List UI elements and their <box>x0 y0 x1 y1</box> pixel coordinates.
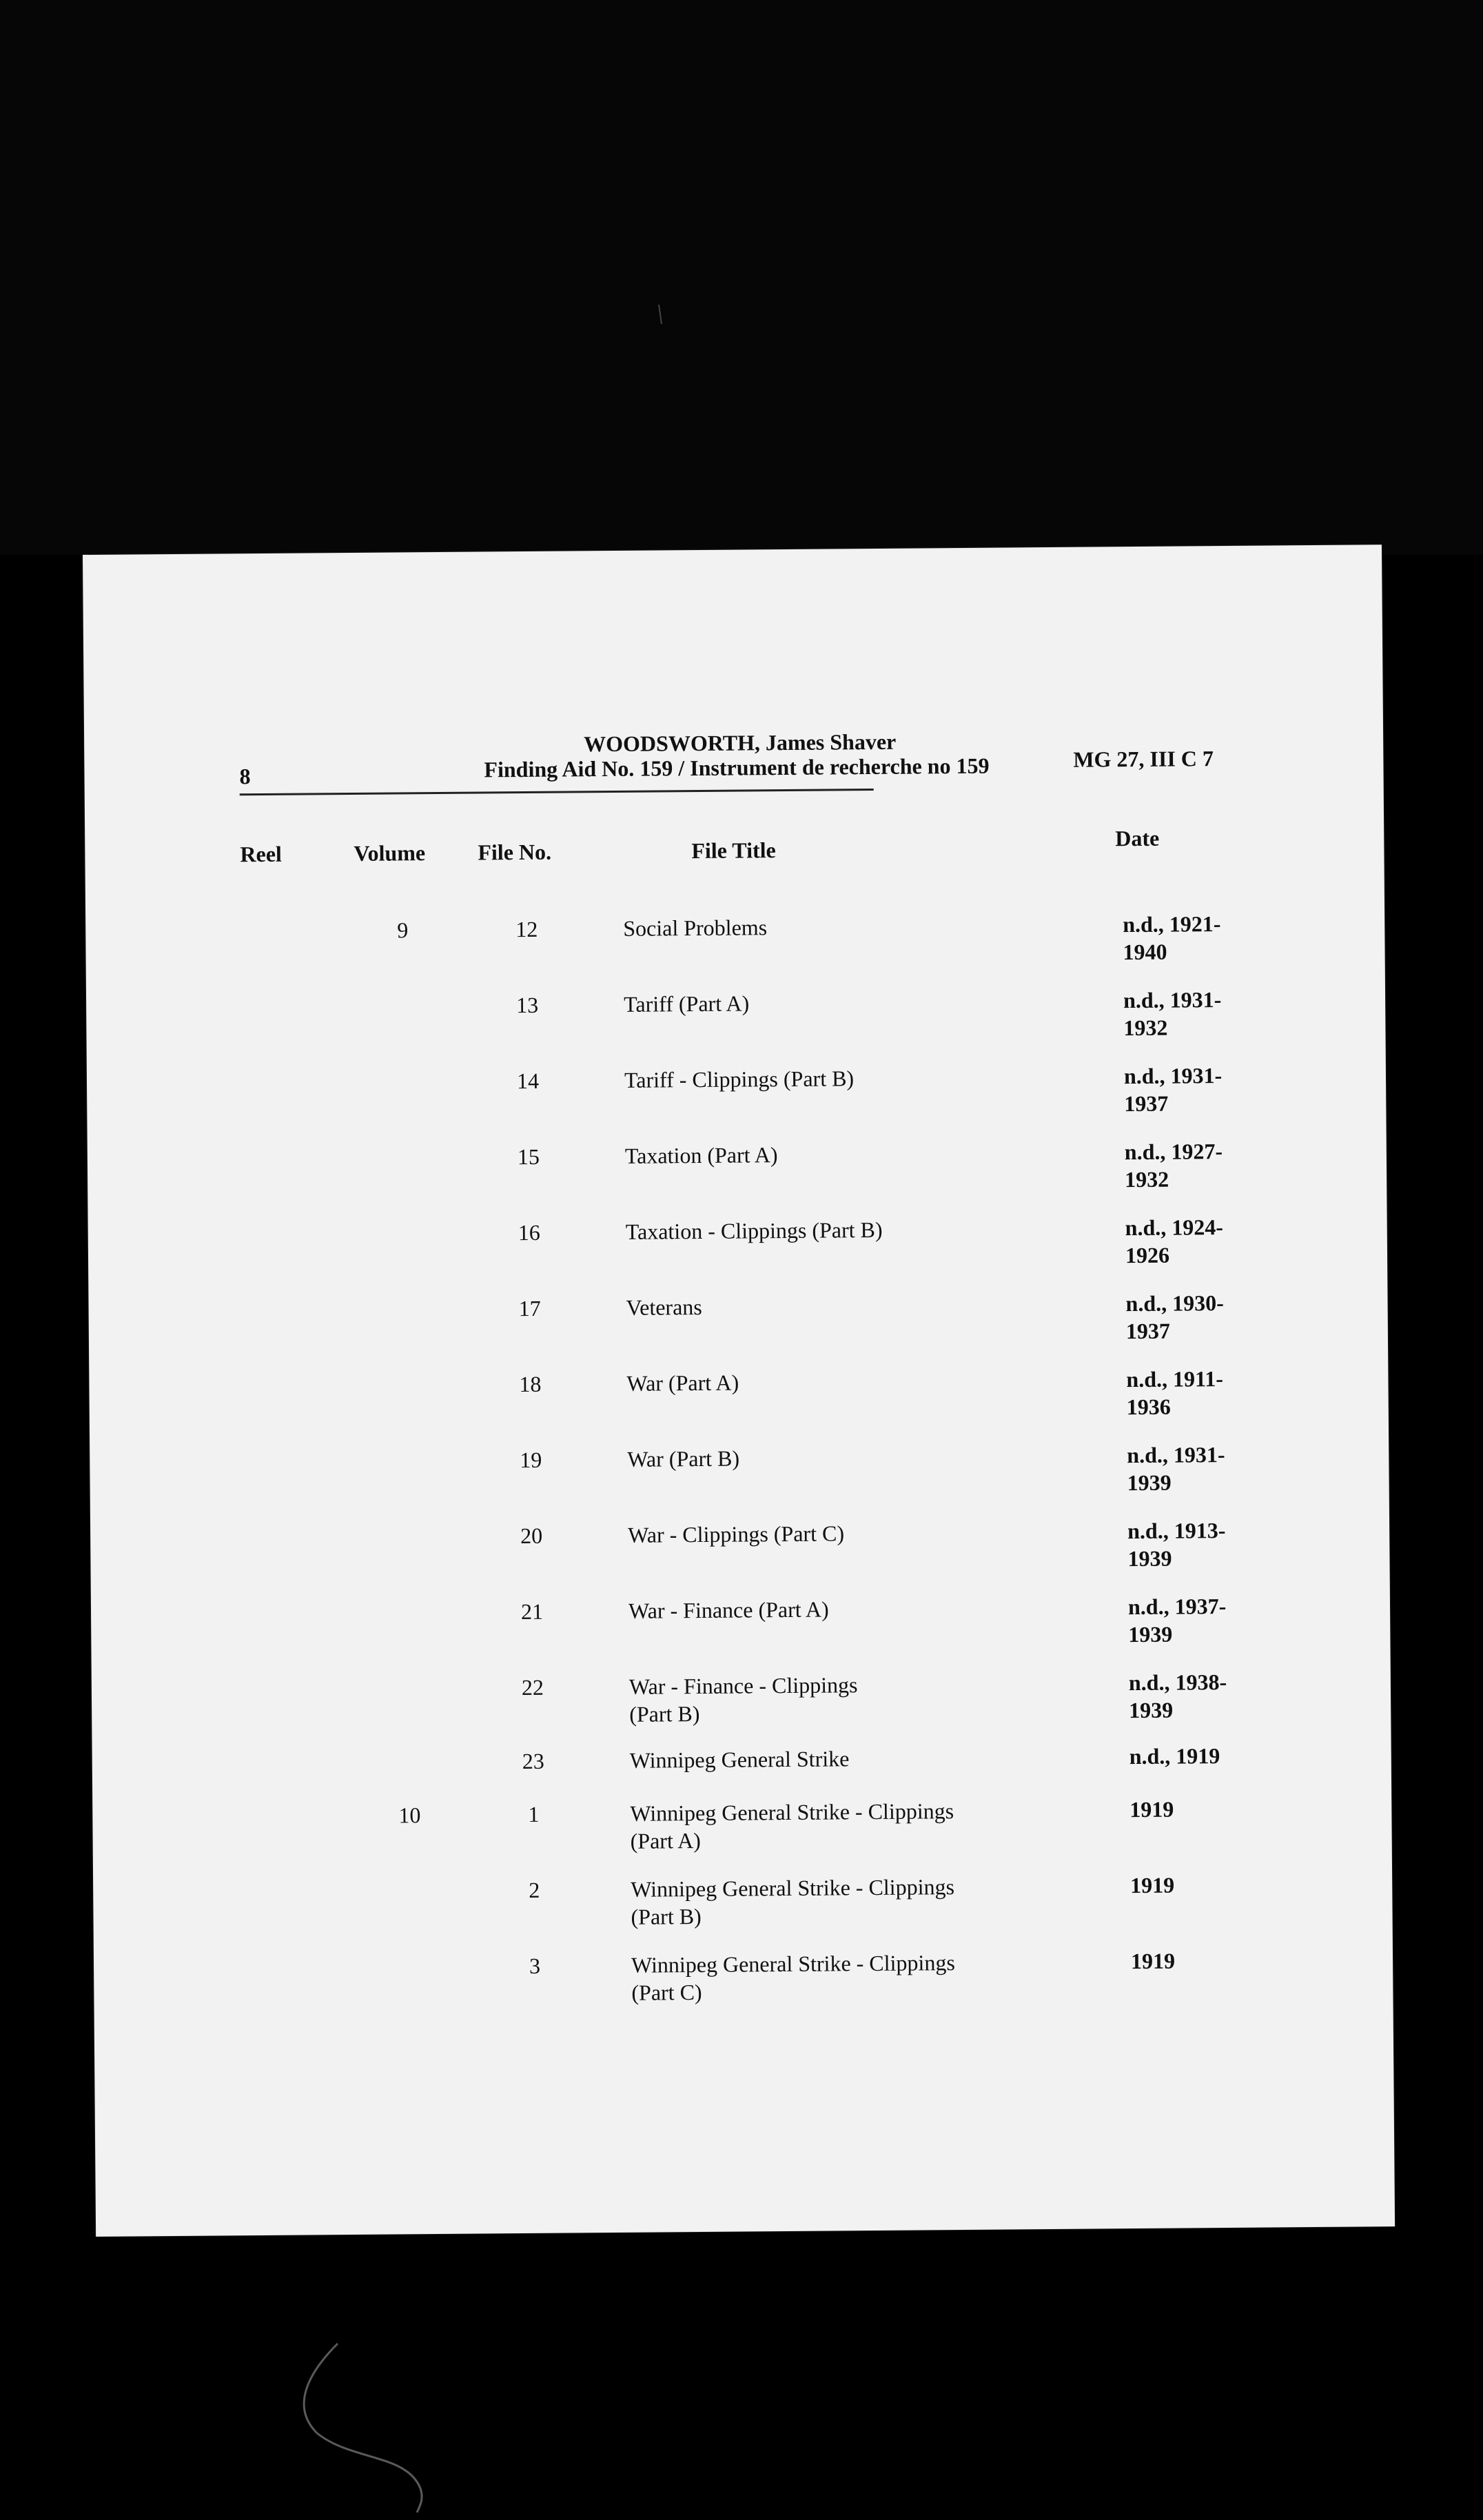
file-number-cell: 18 <box>519 1371 542 1397</box>
date-line: n.d., 1937- <box>1127 1594 1227 1620</box>
date-cell <box>1128 1592 1267 1649</box>
date-line: 1919 <box>1129 1796 1174 1822</box>
volume-cell <box>367 1295 443 1296</box>
date-cell <box>1129 1668 1267 1725</box>
file-title-cell <box>627 1442 1027 1473</box>
file-title-line: Winnipeg General Strike - Clippings <box>630 1798 954 1826</box>
date-cell <box>1123 986 1262 1042</box>
file-title-cell <box>631 1872 1031 1931</box>
date-line: 1919 <box>1130 1948 1176 1974</box>
file-title-line: Taxation - Clippings (Part B) <box>625 1217 883 1244</box>
date-line: 1939 <box>1127 1470 1172 1496</box>
date-line: 1939 <box>1127 1545 1172 1572</box>
file-title-cell <box>626 1290 1025 1321</box>
file-title-line: Winnipeg General Strike <box>629 1746 850 1773</box>
file-title-line: Winnipeg General Strike - Clippings <box>631 1950 955 1978</box>
date-line: 1919 <box>1130 1872 1175 1898</box>
date-cell <box>1125 1137 1263 1194</box>
date-line: 1926 <box>1125 1242 1170 1268</box>
date-line: n.d., 1938- <box>1128 1669 1227 1696</box>
file-title-line: War - Clippings (Part C) <box>628 1521 845 1547</box>
file-title-cell <box>625 1139 1025 1170</box>
finding-aid-line: Finding Aid No. 159 / Instrument de recherche no 159 <box>484 753 990 782</box>
date-cell <box>1127 1441 1265 1497</box>
table-row <box>94 1945 1393 2024</box>
date-line: n.d., 1931- <box>1123 1063 1223 1089</box>
date-line: n.d., 1924- <box>1125 1215 1224 1241</box>
document-page <box>83 545 1395 2237</box>
volume-cell <box>371 1748 447 1749</box>
file-title-cell <box>630 1743 1030 1774</box>
file-title-line: (Part B) <box>631 1904 702 1929</box>
file-number-cell: 19 <box>520 1447 542 1473</box>
volume-cell: 9 <box>397 917 409 943</box>
table-row <box>91 1591 1391 1670</box>
collection-title: WOODSWORTH, James Shaver <box>584 729 897 757</box>
file-title-line: Tariff - Clippings (Part B) <box>624 1066 855 1093</box>
date-line: n.d., 1919 <box>1129 1743 1220 1769</box>
file-title-line: Winnipeg General Strike - Clippings <box>631 1874 955 1902</box>
file-number-cell: 22 <box>521 1674 544 1700</box>
date-line: n.d., 1911- <box>1126 1366 1224 1392</box>
header-rule <box>240 789 874 795</box>
date-line: n.d., 1913- <box>1127 1518 1226 1544</box>
date-line: n.d., 1931- <box>1123 987 1222 1013</box>
date-cell <box>1124 1061 1262 1118</box>
file-title-line: Taxation (Part A) <box>624 1142 778 1168</box>
date-line: 1939 <box>1129 1697 1174 1723</box>
date-line: 1937 <box>1125 1318 1171 1344</box>
file-title-line: Tariff (Part A) <box>624 990 750 1017</box>
file-title-cell <box>626 1366 1026 1397</box>
table-row <box>90 1439 1389 1518</box>
file-number-cell: 15 <box>517 1144 540 1170</box>
date-cell <box>1125 1289 1264 1345</box>
table-row <box>92 1794 1392 1873</box>
file-title-line: War (Part A) <box>626 1370 739 1396</box>
column-header-date: Date <box>1115 825 1160 851</box>
file-title-cell <box>628 1594 1028 1625</box>
date-line: n.d., 1921- <box>1123 911 1221 937</box>
file-title-cell <box>624 987 1023 1018</box>
file-title-line: War (Part B) <box>627 1445 740 1472</box>
date-cell <box>1123 910 1261 966</box>
date-cell <box>1130 1871 1268 1900</box>
file-number-cell: 16 <box>518 1219 540 1246</box>
file-title-cell <box>624 1063 1024 1094</box>
table-row <box>93 1869 1393 1949</box>
film-band-top <box>0 0 1483 555</box>
column-header-file-no: File No. <box>478 839 552 865</box>
file-title-line: Social Problems <box>623 915 768 941</box>
file-number-cell: 13 <box>516 992 539 1018</box>
table-row <box>85 908 1385 988</box>
date-cell <box>1129 1742 1267 1771</box>
file-title-line: (Part C) <box>631 1980 702 2005</box>
table-row <box>88 1288 1388 1367</box>
fonds-reference: MG 27, III C 7 <box>1073 746 1214 772</box>
date-cell <box>1125 1213 1264 1270</box>
date-cell <box>1126 1365 1265 1421</box>
table-row <box>90 1515 1390 1594</box>
volume-cell: 10 <box>398 1802 421 1828</box>
date-line: n.d., 1931- <box>1127 1442 1225 1468</box>
file-title-line: Veterans <box>626 1294 702 1320</box>
file-title-line: (Part B) <box>629 1701 700 1727</box>
page-number: 8 <box>239 764 251 789</box>
table-row <box>88 1212 1388 1291</box>
table-row <box>86 984 1386 1064</box>
file-number-cell: 20 <box>520 1523 543 1549</box>
date-line: 1932 <box>1125 1166 1169 1192</box>
date-line: 1940 <box>1123 939 1167 965</box>
file-title-line: (Part A) <box>630 1828 702 1853</box>
file-number-cell: 1 <box>528 1801 540 1827</box>
table-row <box>89 1363 1389 1443</box>
file-title-cell <box>630 1796 1030 1855</box>
volume-cell <box>372 1877 448 1878</box>
volume-cell <box>367 1219 443 1220</box>
file-title-cell <box>631 1948 1032 2006</box>
volume-cell <box>365 992 441 993</box>
file-title-line: War - Finance (Part A) <box>628 1596 829 1623</box>
date-line: 1939 <box>1128 1621 1173 1647</box>
table-row <box>88 1136 1387 1215</box>
file-number-cell: 2 <box>529 1877 540 1902</box>
date-cell <box>1129 1795 1267 1824</box>
volume-cell <box>370 1598 446 1599</box>
date-line: 1936 <box>1126 1394 1171 1420</box>
volume-cell <box>368 1371 444 1372</box>
file-number-cell: 3 <box>529 1953 541 1978</box>
file-title-line: War - Finance - Clippings <box>628 1672 858 1699</box>
date-cell <box>1131 1947 1269 1975</box>
date-line: 1932 <box>1123 1015 1168 1041</box>
column-header-file-title: File Title <box>691 837 776 864</box>
film-scratch-top <box>655 303 668 331</box>
table-row <box>87 1060 1387 1139</box>
file-number-cell: 17 <box>518 1295 541 1321</box>
date-line: n.d., 1930- <box>1125 1290 1224 1317</box>
date-cell <box>1127 1516 1266 1573</box>
file-title-cell <box>626 1215 1025 1246</box>
file-number-cell: 14 <box>516 1068 540 1094</box>
file-title-cell <box>629 1669 1030 1728</box>
date-line: 1937 <box>1124 1090 1169 1117</box>
volume-cell <box>371 1674 447 1675</box>
file-number-cell: 12 <box>515 916 538 942</box>
file-number-cell: 21 <box>520 1598 544 1625</box>
file-number-cell: 23 <box>522 1748 544 1774</box>
date-line: n.d., 1927- <box>1124 1139 1223 1165</box>
table-row <box>92 1667 1391 1746</box>
column-header-reel: Reel <box>240 841 282 867</box>
file-title-cell <box>628 1518 1027 1549</box>
file-title-cell <box>623 911 1023 942</box>
column-header-volume: Volume <box>354 840 426 866</box>
film-scratch-bottom <box>289 2330 441 2516</box>
